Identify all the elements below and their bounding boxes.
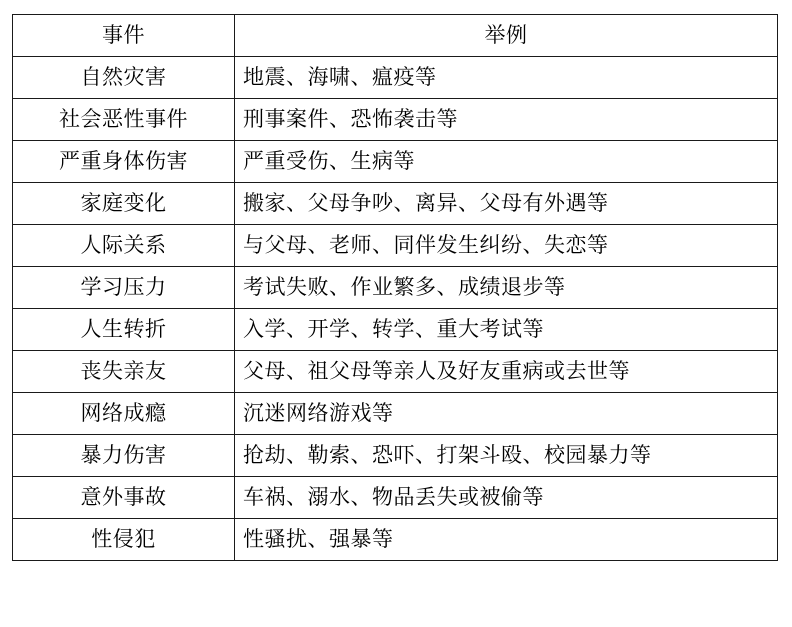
header-cell-event: 事件 [13, 15, 235, 57]
table-row [13, 351, 778, 393]
table-row [13, 435, 778, 477]
cell-example: 沉迷网络游戏等 [235, 393, 778, 435]
table-row [13, 267, 778, 309]
cell-event: 人生转折 [13, 309, 235, 351]
cell-event: 丧失亲友 [13, 351, 235, 393]
table-row [13, 393, 778, 435]
table-row [13, 309, 778, 351]
table-row [13, 99, 778, 141]
cell-example: 考试失败、作业繁多、成绩退步等 [235, 267, 778, 309]
cell-event: 社会恶性事件 [13, 99, 235, 141]
cell-example: 严重受伤、生病等 [235, 141, 778, 183]
cell-event: 性侵犯 [13, 519, 235, 561]
cell-example: 父母、祖父母等亲人及好友重病或去世等 [235, 351, 778, 393]
cell-example: 性骚扰、强暴等 [235, 519, 778, 561]
table-row [13, 183, 778, 225]
header-cell-example: 举例 [235, 15, 778, 57]
table-row [13, 519, 778, 561]
table-row [13, 225, 778, 267]
cell-example: 与父母、老师、同伴发生纠纷、失恋等 [235, 225, 778, 267]
table-row [13, 57, 778, 99]
cell-example: 入学、开学、转学、重大考试等 [235, 309, 778, 351]
cell-event: 人际关系 [13, 225, 235, 267]
cell-event: 暴力伤害 [13, 435, 235, 477]
table-header-row [13, 15, 778, 57]
event-table-container [12, 14, 778, 561]
cell-event: 网络成瘾 [13, 393, 235, 435]
cell-example: 搬家、父母争吵、离异、父母有外遇等 [235, 183, 778, 225]
cell-example: 车祸、溺水、物品丢失或被偷等 [235, 477, 778, 519]
cell-example: 刑事案件、恐怖袭击等 [235, 99, 778, 141]
cell-example: 地震、海啸、瘟疫等 [235, 57, 778, 99]
cell-event: 学习压力 [13, 267, 235, 309]
cell-event: 意外事故 [13, 477, 235, 519]
table-row [13, 141, 778, 183]
event-example-table [12, 14, 778, 561]
cell-example: 抢劫、勒索、恐吓、打架斗殴、校园暴力等 [235, 435, 778, 477]
cell-event: 严重身体伤害 [13, 141, 235, 183]
cell-event: 自然灾害 [13, 57, 235, 99]
cell-event: 家庭变化 [13, 183, 235, 225]
table-row [13, 477, 778, 519]
